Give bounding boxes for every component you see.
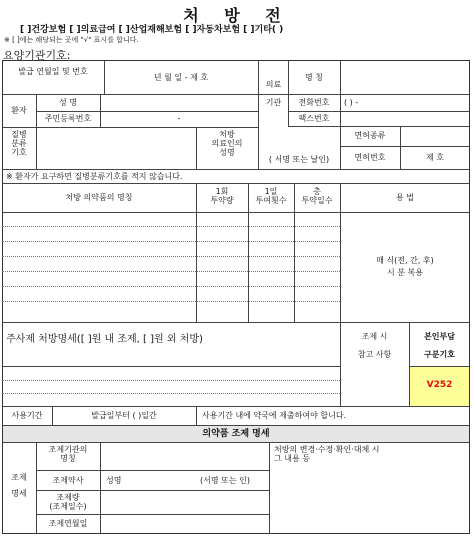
pharmacist-sign: (서명 또는 인) bbox=[200, 476, 250, 485]
issue-date-label: 발급 연월일 및 번호 bbox=[18, 67, 88, 76]
institution-label-1: 의료 bbox=[265, 80, 282, 89]
license-type-label: 면허종류 bbox=[354, 131, 386, 140]
fax-label: 팩스번호 bbox=[298, 114, 330, 123]
rrn-label: 주민등록번호 bbox=[44, 114, 92, 123]
change-note: 처방의 변경·수정·확인·대체 시 그 내용 등 bbox=[274, 445, 380, 464]
pharmacist-name-label: 성명 bbox=[106, 476, 122, 485]
disease-code-notice: ※ 환자가 요구하면 질병분류기호를 적지 않습니다. bbox=[6, 172, 183, 181]
daily-frequency-header: 1일 투여횟수 bbox=[255, 187, 287, 206]
dispense-quantity-label: 조제량 (조제일수) bbox=[49, 493, 87, 512]
institution-label-2: 기관 bbox=[265, 98, 282, 107]
doctor-signature-note: ( 서명 또는 날인) bbox=[268, 155, 330, 164]
validity-notice: 사용기간 내에 약국에 제출하여야 합니다. bbox=[202, 411, 347, 420]
license-no-label: 면허번호 bbox=[354, 153, 386, 162]
insurance-type-line[interactable]: [ ]건강보험 [ ]의료급여 [ ]산업재해보험 [ ]자동차보험 [ ]기타( ) bbox=[20, 25, 284, 35]
disease-code-label: 질병 분류 기호 bbox=[11, 130, 27, 158]
form-title: 처 방 전 bbox=[183, 6, 291, 25]
usage-header: 용 법 bbox=[396, 193, 414, 202]
phone-value[interactable]: ( ) - bbox=[344, 98, 359, 107]
prep-reference-label: 조제 시 참고 사항 bbox=[357, 332, 392, 359]
institution-code-label: 요양기관기호: bbox=[3, 49, 71, 62]
dispensing-title: 의약품 조제 명세 bbox=[202, 429, 270, 439]
dispensing-side-label: 조제 명세 bbox=[11, 473, 27, 498]
validity-label: 사용기간 bbox=[11, 411, 43, 420]
patient-label: 환자 bbox=[11, 106, 27, 115]
drug-name-header: 처방 의약품의 명칭 bbox=[65, 193, 133, 202]
total-days-header: 총 투약일수 bbox=[301, 187, 333, 206]
phone-label: 전화번호 bbox=[298, 98, 330, 107]
copay-code-value[interactable]: V252 bbox=[426, 380, 453, 390]
doctor-name-label: 처방 의료인의 성명 bbox=[211, 130, 243, 158]
single-dose-header: 1회 투약량 bbox=[210, 187, 234, 206]
license-no-value[interactable]: 제 호 bbox=[426, 153, 444, 162]
dispense-date-label: 조제연월일 bbox=[48, 519, 88, 528]
copay-label: 본인부담 구분기호 bbox=[424, 332, 455, 359]
pharmacist-label: 조제약사 bbox=[52, 476, 84, 485]
issue-date-value[interactable]: 년 월 일 - 제 호 bbox=[153, 73, 209, 82]
institution-name-label: 명 칭 bbox=[305, 73, 323, 82]
usage-text: 매 식(전, 간, 후) 시 분 복용 bbox=[376, 256, 434, 277]
rrn-value[interactable]: - bbox=[177, 114, 181, 123]
validity-value[interactable]: 발급일부터 ( )일간 bbox=[91, 411, 157, 420]
checkbox-note: ※ [ ]에는 해당되는 곳에 "√" 표시를 합니다. bbox=[4, 36, 139, 44]
pharmacy-name-label: 조제기관의 명칭 bbox=[48, 445, 88, 464]
injection-label: 주사제 처방명세([ ]원 내 조제, [ ]원 외 처방) bbox=[6, 334, 203, 345]
patient-name-label: 성 명 bbox=[59, 98, 77, 107]
